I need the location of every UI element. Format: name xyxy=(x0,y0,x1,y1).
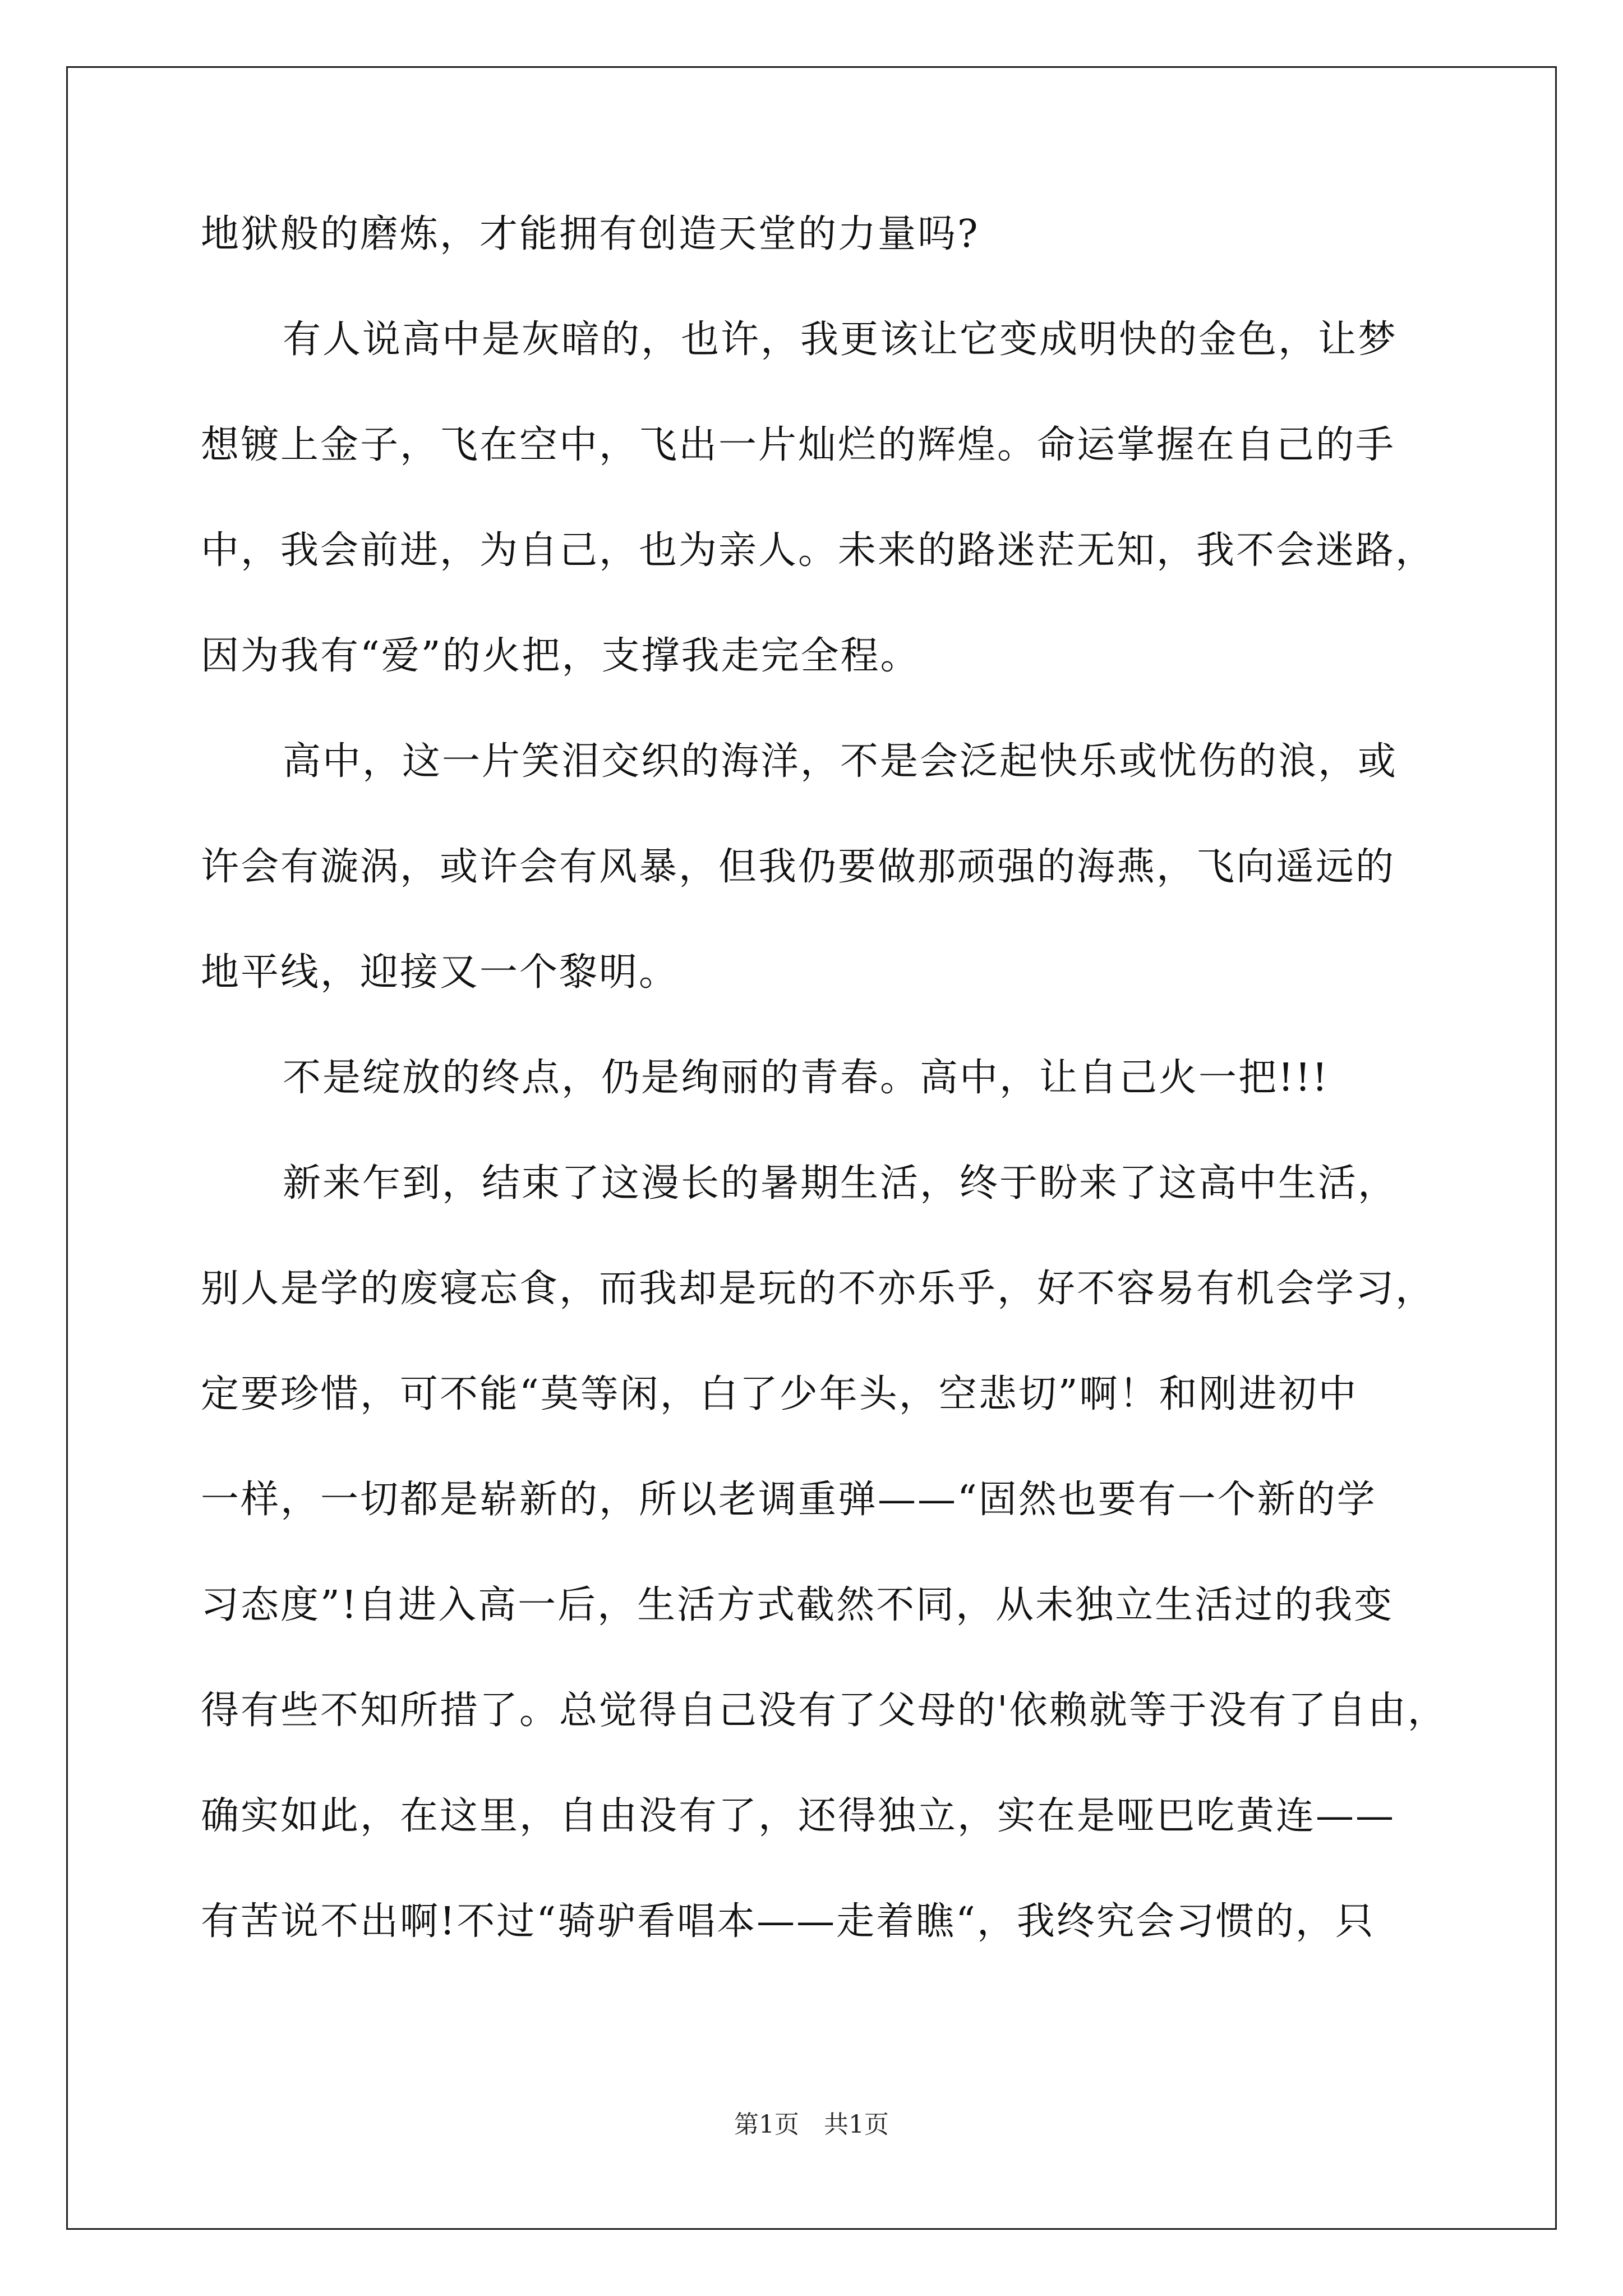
paragraph-start-line: 新来乍到，结束了这漫长的暑期生活，终于盼来了这高中生活， xyxy=(283,1161,1398,1205)
text-line: 确实如此，在这里，自由没有了，还得独立，实在是哑巴吃黄连—— xyxy=(201,1794,1396,1838)
text-line: 中，我会前进，为自己，也为亲人。未来的路迷茫无知，我不会迷路， xyxy=(201,528,1436,573)
document-body xyxy=(201,206,1447,1999)
text-line: 习态度”!自进入高一后，生活方式截然不同，从未独立生活过的我变 xyxy=(201,1583,1394,1627)
paragraph-start-line: 不是绽放的终点，仍是绚丽的青春。高中，让自己火一把!!! xyxy=(283,1056,1329,1100)
text-line: 想镀上金子，飞在空中，飞出一片灿烂的辉煌。命运掌握在自己的手 xyxy=(201,423,1396,467)
paragraph-start-line: 高中，这一片笑泪交织的海洋，不是会泛起快乐或忧伤的浪，或 xyxy=(283,739,1398,784)
text-line: 因为我有“爱”的火把，支撑我走完全程。 xyxy=(201,634,920,678)
paragraph-start-line: 有人说高中是灰暗的，也许，我更该让它变成明快的金色，让梦 xyxy=(283,318,1398,362)
text-line: 许会有漩涡，或许会有风暴，但我仍要做那顽强的海燕，飞向遥远的 xyxy=(201,845,1396,889)
text-line: 地平线，迎接又一个黎明。 xyxy=(201,950,679,995)
text-line: 定要珍惜，可不能“莫等闲，白了少年头，空悲切”啊！和刚进初中 xyxy=(201,1372,1358,1416)
text-line: 地狱般的磨炼，才能拥有创造天堂的力量吗? xyxy=(201,212,980,256)
text-line: 别人是学的废寝忘食，而我却是玩的不亦乐乎，好不容易有机会学习， xyxy=(201,1267,1436,1311)
page-number-footer: 第1页 共1页 xyxy=(734,2110,889,2139)
text-line: 一样，一切都是崭新的，所以老调重弹——“固然也要有一个新的学 xyxy=(201,1478,1377,1522)
text-line: 得有些不知所措了。总觉得自己没有了父母的'依赖就等于没有了自由， xyxy=(201,1688,1447,1733)
text-line: 有苦说不出啊!不过“骑驴看唱本——走着瞧“，我终究会习惯的，只 xyxy=(201,1899,1375,1944)
